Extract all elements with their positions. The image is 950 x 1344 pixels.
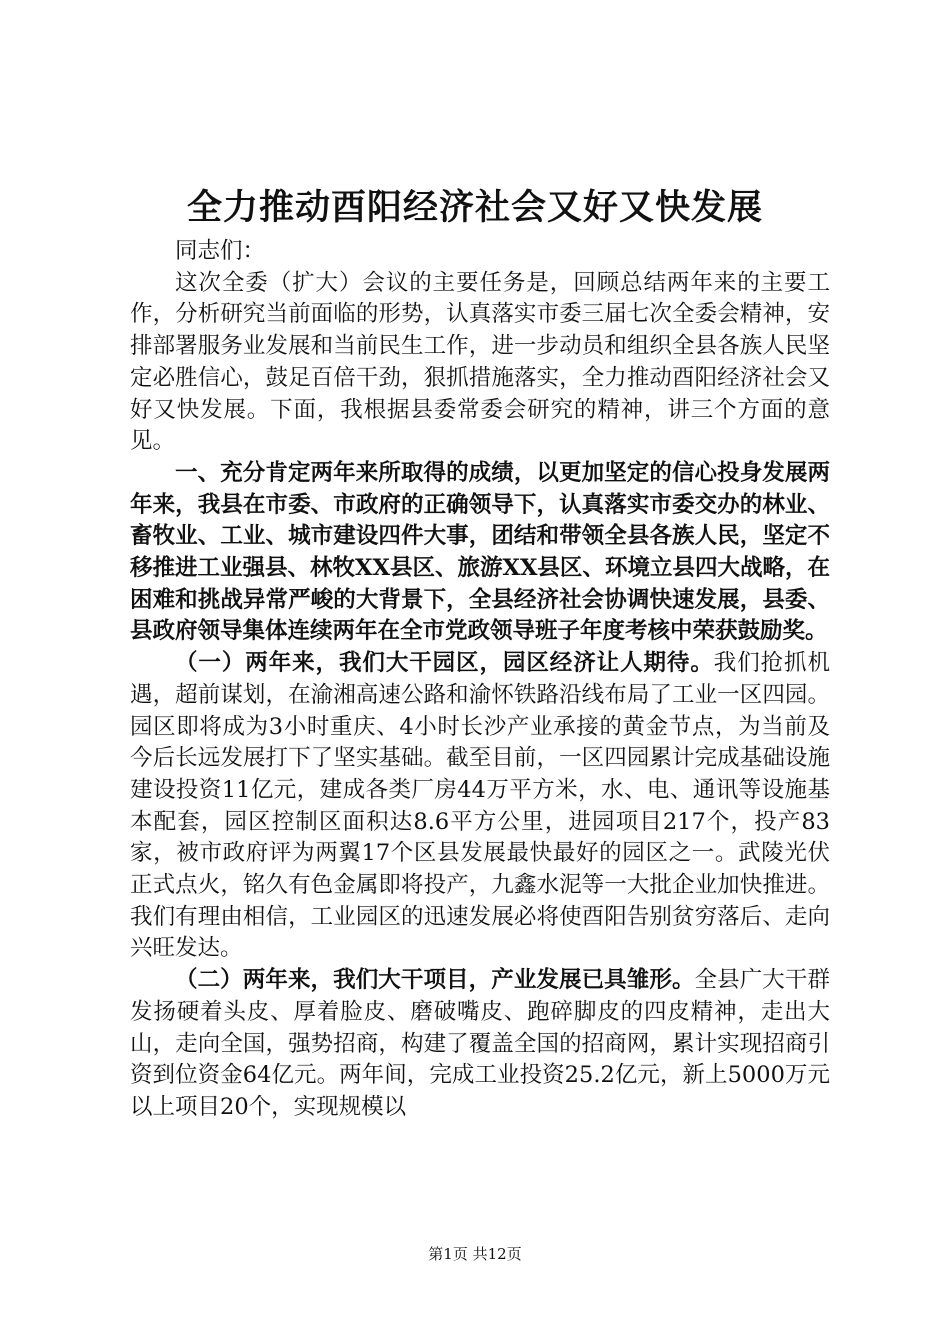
document-body xyxy=(130,236,830,1124)
subsection-2-text: 全县广大干群发扬硬着头皮、厚着脸皮、磨破嘴皮、跑碎脚皮的四皮精神，走出大山，走向全国，强势招商，构建了覆盖全国的招商网，累计实现招商引资到位资金64亿元。两年间，完成工业投资25.2亿元，新上5000万元以上项目20个，实现规模以 xyxy=(130,967,830,1120)
subsection-2-heading: （二）两年来，我们大干项目，产业发展已具雏形。 xyxy=(175,967,695,994)
paragraph-intro: 这次全委（扩大）会议的主要任务是，回顾总结两年来的主要工作，分析研究当前面临的形势，认真落实市委三届七次全委会精神，安排部署服务业发展和当前民生工作，进一步动员和组织全县各族人民坚定必胜信心，鼓足百倍干劲，狠抓措施落实，全力推动酉阳经济社会又好又快发展。下面，我根据县委常委会研究的精神，讲三个方面的意见。 xyxy=(130,269,830,455)
subsection-2 xyxy=(130,965,830,1124)
page-footer: 第1页 共12页 xyxy=(428,1245,522,1263)
subsection-1-heading: （一）两年来，我们大干园区，园区经济让人期待。 xyxy=(175,650,714,677)
salutation: 同志们： xyxy=(175,238,266,264)
subsection-1-text: 我们抢抓机遇，超前谋划，在渝湘高速公路和渝怀铁路沿线布局了工业一区四园。园区即将成为3小时重庆、4小时长沙产业承接的黄金节点，为当前及今后长远发展打下了坚实基础。截至目前，一区四园累计完成基础设施建设投资11亿元，建成各类厂房44万平方米，水、电、通讯等设施基本配套，园区控制区面积达8.6平方公里，进园项目217个，投产83家，被市政府评为两翼17个区县发展最快最好的园区之一。武陵光伏正式点火，铭久有色金属即将投产，九鑫水泥等一大批企业加快推进。我们有理由相信，工业园区的迅速发展必将使酉阳告别贫穷落后、走向兴旺发达。 xyxy=(130,650,830,962)
section-heading-1: 一、充分肯定两年来所取得的成绩，以更加坚定的信心投身发展两年来，我县在市委、市政府的正确领导下，认真落实市委交办的林业、畜牧业、工业、城市建设四件大事，团结和带领全县各族人民，坚定不移推进工业强县、林牧XX县区、旅游XX县区、环境立县四大战略，在困难和挑战异常严峻的大背景下，全县经济社会协调快速发展，县委、县政府领导集体连续两年在全市党政领导班子年度考核中荣获鼓励奖。 xyxy=(130,459,830,645)
document-title: 全力推动酉阳经济社会又好又快发展 xyxy=(186,187,763,228)
subsection-1 xyxy=(130,648,830,965)
